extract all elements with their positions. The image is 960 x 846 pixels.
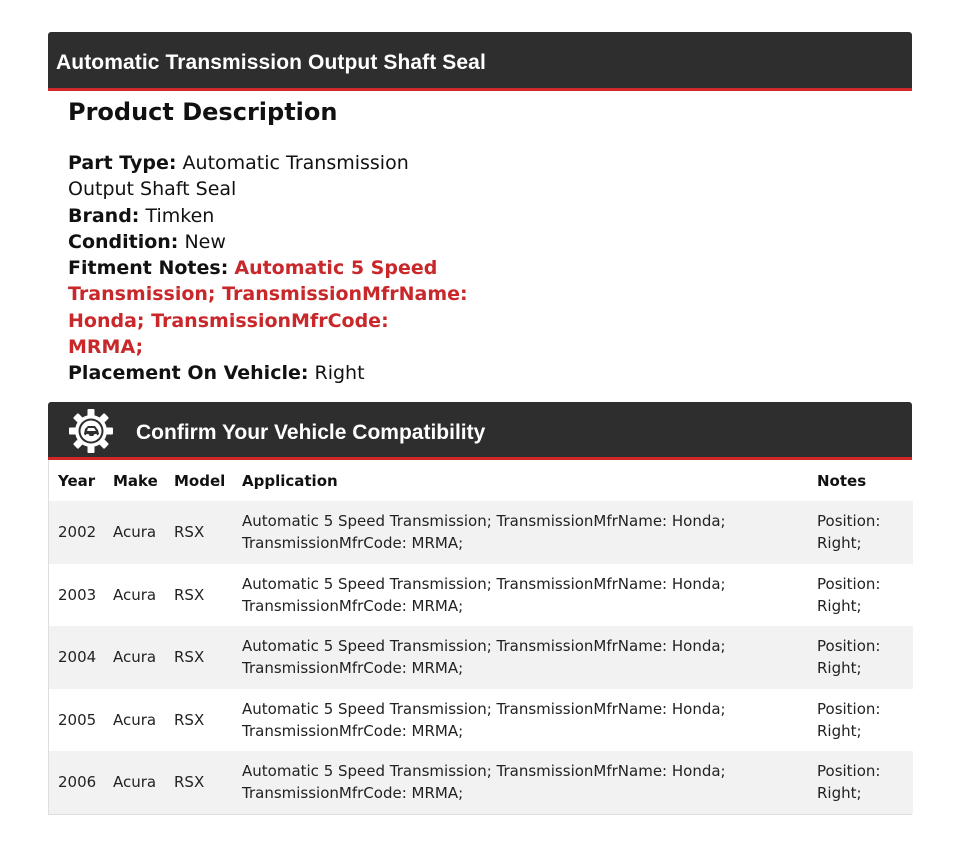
compatibility-table-wrap	[48, 460, 912, 815]
condition-label: Condition:	[68, 230, 179, 253]
table-row	[49, 689, 913, 752]
cell-make: Acura	[104, 501, 165, 564]
product-description	[68, 96, 488, 387]
cell-model: RSX	[165, 564, 232, 627]
cell-year: 2004	[49, 626, 104, 689]
cell-application: Automatic 5 Speed Transmission; TransmissionMfrName: Honda; TransmissionMfrCode: MRMA;	[232, 564, 808, 627]
cell-year: 2002	[49, 501, 104, 564]
brand-value: Timken	[145, 204, 215, 227]
column-header-make: Make	[104, 460, 165, 501]
cell-model: RSX	[165, 689, 232, 752]
cell-notes: Position: Right;	[808, 564, 913, 627]
cell-model: RSX	[165, 501, 232, 564]
compatibility-table	[49, 460, 913, 814]
cell-model: RSX	[165, 751, 232, 814]
cell-make: Acura	[104, 751, 165, 814]
table-row	[49, 501, 913, 564]
table-header-row	[49, 460, 913, 501]
column-header-notes: Notes	[808, 460, 913, 501]
part-type-row	[68, 150, 468, 203]
cell-year: 2005	[49, 689, 104, 752]
cell-model: RSX	[165, 626, 232, 689]
description-heading: Product Description	[68, 98, 338, 126]
cell-year: 2003	[49, 564, 104, 627]
cell-notes: Position: Right;	[808, 689, 913, 752]
condition-value: New	[184, 230, 226, 253]
part-type-label: Part Type:	[68, 152, 177, 174]
table-row	[49, 564, 913, 627]
placement-value: Right	[314, 362, 365, 385]
fitment-row	[68, 255, 468, 360]
cell-notes: Position: Right;	[808, 751, 913, 814]
column-header-application: Application	[232, 460, 808, 501]
compatibility-title: Confirm Your Vehicle Compatibility	[136, 421, 486, 444]
cell-application: Automatic 5 Speed Transmission; TransmissionMfrName: Honda; TransmissionMfrCode: MRMA;	[232, 626, 808, 689]
placement-row	[68, 360, 468, 386]
placement-label: Placement On Vehicle:	[68, 362, 309, 385]
part-type-value: Automatic Transmission Output Shaft Seal	[68, 152, 409, 201]
cell-make: Acura	[104, 689, 165, 752]
cell-make: Acura	[104, 626, 165, 689]
table-row	[49, 751, 913, 814]
fitment-value: Automatic 5 Speed Transmission; TransmissionMfrName: Honda; TransmissionMfrCode: MRMA;	[68, 257, 468, 359]
description-details	[68, 150, 468, 387]
table-row	[49, 626, 913, 689]
cell-year: 2006	[49, 751, 104, 814]
brand-row	[68, 203, 468, 229]
cell-notes: Position: Right;	[808, 501, 913, 564]
cell-application: Automatic 5 Speed Transmission; TransmissionMfrName: Honda; TransmissionMfrCode: MRMA;	[232, 751, 808, 814]
column-header-year: Year	[49, 460, 104, 501]
cell-application: Automatic 5 Speed Transmission; TransmissionMfrName: Honda; TransmissionMfrCode: MRMA;	[232, 501, 808, 564]
cell-application: Automatic 5 Speed Transmission; TransmissionMfrName: Honda; TransmissionMfrCode: MRMA;	[232, 689, 808, 752]
cell-notes: Position: Right;	[808, 626, 913, 689]
brand-label: Brand:	[68, 204, 140, 227]
fitment-label: Fitment Notes:	[68, 257, 229, 280]
column-header-model: Model	[165, 460, 232, 501]
product-title-bar	[48, 32, 912, 91]
cell-make: Acura	[104, 564, 165, 627]
product-title: Automatic Transmission Output Shaft Seal	[56, 51, 486, 74]
compatibility-header	[48, 402, 912, 460]
condition-row	[68, 229, 468, 255]
gear-car-icon	[68, 408, 114, 454]
